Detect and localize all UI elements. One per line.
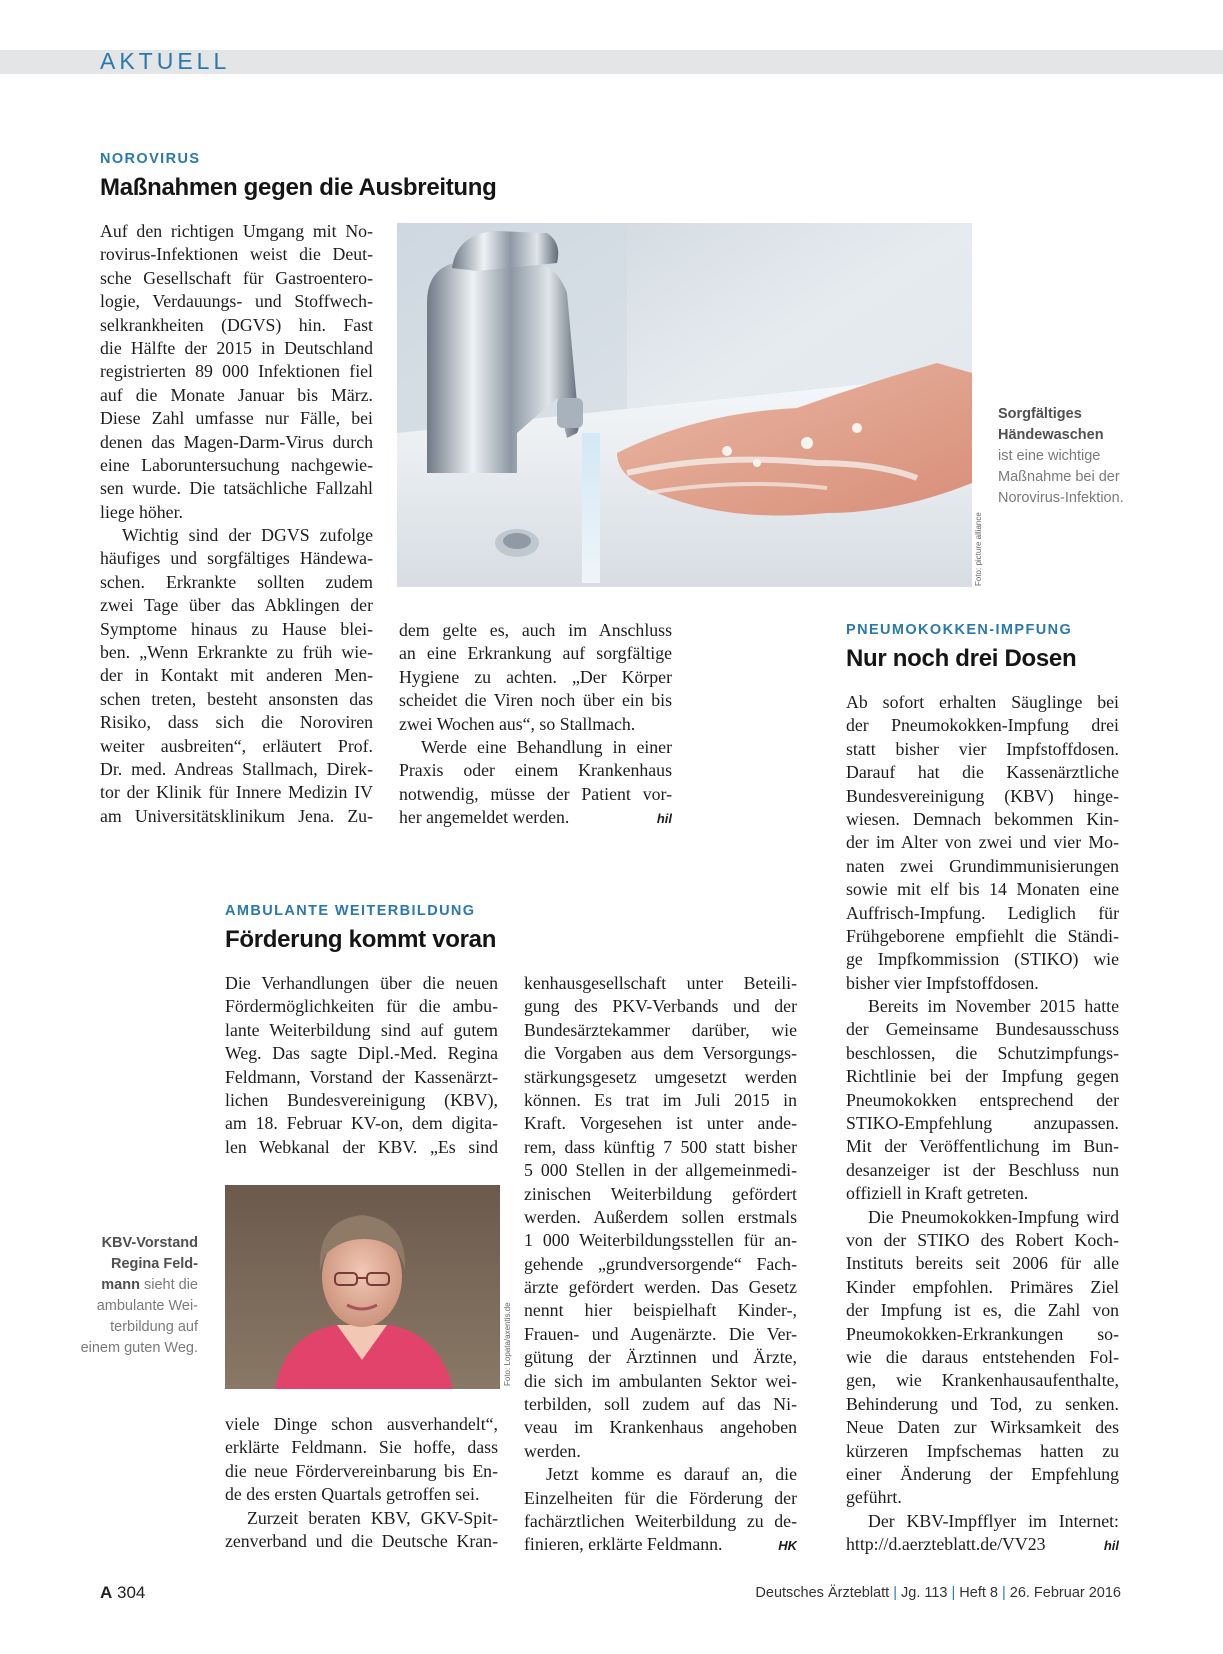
text-line: die Hälfte der 2015 in Deutschland <box>100 337 373 358</box>
text-line: Werde eine Behandlung in einer <box>421 736 672 757</box>
impfflyer-link[interactable]: http://d.aerzteblatt.de/VV23 <box>846 1534 1046 1555</box>
text-line: gehende „grundversorgende“ Fach- <box>524 1253 797 1274</box>
text-line: eine Laboruntersuchung nachgewie- <box>100 454 373 475</box>
journal-volume: Jg. 113 <box>901 1585 948 1601</box>
text-line: statt bisher vier Impfstoffdosen. <box>846 738 1119 759</box>
text-line: sche Gesellschaft für Gastroentero- <box>100 267 373 288</box>
text-line: Die Pneumokokken-Impfung wird <box>868 1206 1119 1227</box>
text-line: Behinderung und Tod, zu senken. <box>846 1393 1119 1414</box>
text-line: kürzeren Impfschemas hatten zu <box>846 1440 1119 1461</box>
pneumokokken-kicker: PNEUMOKOKKEN-IMPFUNG <box>846 622 1073 638</box>
text-line: wie die daraus entstehenden Fol- <box>846 1346 1119 1367</box>
text-line: dem gelte es, auch im Anschluss <box>399 620 672 640</box>
text-line: schen treten, besteht ansonsten das <box>100 688 373 709</box>
text-line: tor der Klinik für Innere Medizin IV <box>100 782 373 803</box>
text-line: der Gemeinsame Bundesausschuss <box>846 1019 1119 1040</box>
handwashing-photo <box>397 223 972 587</box>
text-line: gung des PKV-Verbands und der <box>524 996 797 1017</box>
text-line: scheidet die Viren noch über ein bis <box>399 690 672 711</box>
text-line: Einzelheiten für die Förderung der <box>524 1487 797 1508</box>
text-line: Feldmann, Vorstand der Kassenärzt- <box>225 1066 498 1087</box>
text-line: schen. Erkrankte sollten zudem <box>100 571 373 592</box>
text-line: Kinder empfohlen. Primäres Ziel <box>846 1276 1119 1297</box>
portrait-photo-credit: Foto: Lopata/axentis.de <box>503 1302 512 1386</box>
caption-line: ist eine wichtige <box>998 448 1101 464</box>
caption-bold: mann <box>101 1277 140 1293</box>
pneumokokken-column <box>846 691 1119 1556</box>
journal-issue: Heft 8 <box>959 1585 998 1601</box>
text-line: der im Alter von zwei und vier Mo- <box>846 832 1119 853</box>
weiterbildung-column-1-bottom <box>225 1413 498 1553</box>
weiterbildung-column-2 <box>524 972 797 1557</box>
text-line: de des ersten Quartals getroffen sei. <box>225 1484 480 1505</box>
caption-bold: Regina Feld- <box>110 1256 198 1272</box>
text-line: Frühgeborene empfiehlt die Ständi- <box>846 925 1119 946</box>
text-line: zinischen Weiterbildung gefördert <box>524 1183 797 1204</box>
text-line: sen wurde. Die tatsächliche Fallzahl <box>100 478 373 499</box>
text-line: die Vorgaben aus dem Versorgungs- <box>524 1043 797 1064</box>
text-line: Ab sofort erhalten Säuglinge bei <box>846 692 1119 712</box>
text-line: notwendig, müsse der Patient vor- <box>399 783 672 804</box>
text-line: Symptome hinaus zu Hause blei- <box>100 618 373 639</box>
journal-info <box>755 1585 1121 1601</box>
text-line: an eine Erkrankung auf sorgfältige <box>399 643 672 664</box>
text-line: werden. Außerdem sollen erstmals <box>524 1206 797 1227</box>
journal-name: Deutsches Ärzteblatt <box>755 1585 890 1601</box>
text-line: Hygiene zu achten. „Der Körper <box>399 666 672 687</box>
text-line: terbilden, soll zudem auf das Ni- <box>524 1394 797 1415</box>
text-line: wiesen. Demnach bekommen Kin- <box>846 808 1119 829</box>
norovirus-photo-credit: Foto: picture alliance <box>974 512 983 586</box>
text-line: Fördermöglichkeiten für die ambu- <box>225 996 498 1017</box>
text-line: einer Änderung der Empfehlung <box>846 1463 1119 1484</box>
text-line: Bundesvereinigung (KBV) hinge- <box>846 785 1119 806</box>
separator: | <box>951 1585 956 1601</box>
text-line: Zurzeit beraten KBV, GKV-Spit- <box>247 1507 498 1528</box>
text-line: weiter ausbreiten“, erläutert Prof. <box>100 735 373 756</box>
text-line: Pneumokokken-Erkrankungen so- <box>846 1323 1119 1344</box>
text-line-content: her angemeldet werden. <box>399 807 570 828</box>
section-label: AKTUELL <box>100 48 231 74</box>
caption-text: sieht die <box>143 1277 198 1293</box>
text-line: der Impfung ist es, die Zahl von <box>846 1300 1119 1321</box>
text-line: werden. <box>524 1440 581 1461</box>
separator: | <box>1001 1585 1006 1601</box>
text-line: Jetzt komme es darauf an, die <box>546 1464 797 1485</box>
norovirus-kicker: NOROVIRUS <box>100 151 201 167</box>
text-line: Die Verhandlungen über die neuen <box>225 973 498 993</box>
handwashing-photo-image <box>397 223 972 587</box>
text-line: erklärte Feldmann. Sie hoffe, dass <box>225 1437 498 1458</box>
text-line: Auffrisch-Impfung. Lediglich für <box>846 902 1119 923</box>
text-line: Kraft. Vorgesehen ist unter ande- <box>524 1113 797 1134</box>
text-line: am Universitätsklinikum Jena. Zu- <box>100 805 373 826</box>
text-line: Praxis oder einem Krankenhaus <box>399 760 672 781</box>
text-line: ärzte gefördert werden. Das Gesetz <box>524 1277 797 1298</box>
text-line: fachärztlichen Weiterbildung zu de- <box>524 1510 797 1531</box>
text-line: zwei Tage über das Abklingen der <box>100 595 373 616</box>
text-line: Instituts bereits seit 2006 für alle <box>846 1253 1119 1274</box>
text-line: der Pneumokokken-Impfung drei <box>846 715 1119 736</box>
caption-line: einem guten Weg. <box>80 1340 198 1356</box>
text-line: selkrankheiten (DGVS) hin. Fast <box>100 314 373 335</box>
weiterbildung-signature: HK <box>778 1538 797 1554</box>
text-line <box>846 1533 1119 1556</box>
text-line: können. Es trat im Juli 2015 in <box>524 1089 797 1110</box>
text-line: viele Dinge schon ausverhandelt“, <box>225 1414 498 1434</box>
norovirus-caption <box>998 404 1128 509</box>
text-line: Risiko, dass sich die Noroviren <box>100 712 373 733</box>
caption-line: Norovirus-Infektion. <box>998 490 1124 506</box>
text-line: offiziell in Kraft getreten. <box>846 1183 1029 1204</box>
text-line: Pneumokokken entsprechend der <box>846 1089 1119 1110</box>
text-line: Bundesärztekammer darüber, wie <box>524 1019 797 1040</box>
caption-bold: KBV-Vorstand <box>101 1235 198 1251</box>
text-line: 1 000 Weiterbildungsstellen für an- <box>524 1230 797 1251</box>
norovirus-headline: Maßnahmen gegen die Ausbreitung <box>100 174 497 201</box>
text-line: lante Weiterbildung sind auf gutem <box>225 1019 498 1040</box>
text-line: bisher vier Impfstoffdosen. <box>846 972 1039 993</box>
caption-line: Maßnahme bei der <box>998 469 1120 485</box>
text-line: lichen Bundesvereinigung (KBV), <box>225 1089 498 1110</box>
text-line: von der STIKO des Robert Koch- <box>846 1229 1119 1250</box>
text-line: geführt. <box>846 1487 902 1508</box>
caption-line: terbildung auf <box>110 1319 198 1335</box>
weiterbildung-column-1-top <box>225 972 498 1159</box>
text-line <box>524 1533 797 1556</box>
text-line <box>399 806 672 829</box>
norovirus-signature: hil <box>656 811 672 827</box>
weiterbildung-caption <box>81 1233 198 1359</box>
text-line: ben. „Wenn Erkrankte zu früh wie- <box>100 642 373 663</box>
text-line: Mit der Veröffentlichung im Bun- <box>846 1136 1119 1157</box>
text-line: Auf den richtigen Umgang mit No- <box>100 221 373 241</box>
text-line: Neue Daten zur Wirksamkeit des <box>846 1417 1119 1438</box>
text-line: veau im Krankenhaus angehoben <box>524 1417 797 1438</box>
text-line: STIKO-Empfehlung anzupassen. <box>846 1113 1119 1134</box>
text-line: beschlossen, die Schutzimpfungs- <box>846 1042 1119 1063</box>
separator: | <box>893 1585 897 1601</box>
text-line: stärkungsgesetz umgesetzt werden <box>524 1066 797 1087</box>
page-number <box>100 1583 145 1603</box>
text-line: Darauf hat die Kassenärztliche <box>846 762 1119 783</box>
text-line: der in Kontakt mit anderen Men- <box>100 665 373 686</box>
journal-date: 26. Februar 2016 <box>1009 1585 1121 1601</box>
text-line: am 18. Februar KV-on, dem digita- <box>225 1113 498 1134</box>
text-line: ge Impfkommission (STIKO) wie <box>846 949 1119 970</box>
text-line: registrierten 89 000 Infektionen fiel <box>100 361 373 382</box>
norovirus-column-2 <box>399 619 672 830</box>
text-line: gen, wie Krankenhausaufenthalte, <box>846 1370 1119 1391</box>
text-line: die sich im ambulanten Sektor wei- <box>524 1370 797 1391</box>
text-line: rovirus-Infektionen weist die Deut- <box>100 244 373 265</box>
page-number-value: 304 <box>117 1583 146 1602</box>
weiterbildung-headline: Förderung kommt voran <box>225 926 497 953</box>
text-line: naten zwei Grundimmunisierungen <box>846 855 1119 876</box>
pneumokokken-headline: Nur noch drei Dosen <box>846 645 1077 672</box>
weiterbildung-kicker: AMBULANTE WEITERBILDUNG <box>225 903 476 919</box>
text-line: desanzeiger ist der Beschluss nun <box>846 1159 1119 1180</box>
text-line: zenverband und die Deutsche Kran- <box>225 1530 498 1551</box>
text-line: Dr. med. Andreas Stallmach, Direk- <box>100 758 373 779</box>
text-line: Richtlinie bei der Impfung gegen <box>846 1066 1119 1087</box>
text-line: liege höher. <box>100 501 183 522</box>
text-line: nennt hier beispielhaft Kinder-, <box>524 1300 797 1321</box>
text-line: Weg. Das sagte Dipl.-Med. Regina <box>225 1043 498 1064</box>
caption-line: ambulante Wei- <box>96 1298 198 1314</box>
caption-bold: Sorgfältiges Händewaschen <box>998 406 1104 443</box>
page-prefix: A <box>100 1583 113 1602</box>
text-line: Frauen- und Augenärzte. Die Ver- <box>524 1323 797 1344</box>
text-line: die neue Fördervereinbarung bis En- <box>225 1460 498 1481</box>
portrait-photo-image <box>225 1185 500 1389</box>
text-line: Bereits im November 2015 hatte <box>868 996 1119 1017</box>
text-line: kenhausgesellschaft unter Beteili- <box>524 973 797 993</box>
text-line: häufiges und sorgfältiges Händewa- <box>100 548 373 569</box>
pneumokokken-signature: hil <box>1103 1538 1119 1554</box>
text-line: rem, dass künftig 7 500 statt bisher <box>524 1136 797 1157</box>
text-line: gütung der Ärztinnen und Ärzte, <box>524 1347 797 1368</box>
text-line: Wichtig sind der DGVS zufolge <box>122 525 373 546</box>
text-line: Diese Zahl umfasse nur Fälle, bei <box>100 408 373 429</box>
text-line: len Webkanal der KBV. „Es sind <box>225 1136 498 1157</box>
norovirus-column-1 <box>100 220 373 828</box>
text-line: denen das Magen-Darm-Virus durch <box>100 431 373 452</box>
text-line: 5 000 Stellen in der allgemeinmedi- <box>524 1160 797 1181</box>
text-line: sowie mit elf bis 14 Monaten eine <box>846 879 1119 900</box>
text-line: auf die Monate Januar bis März. <box>100 384 373 405</box>
text-line-content: finieren, erklärte Feldmann. <box>524 1534 723 1555</box>
text-line: zwei Wochen aus“, so Stallmach. <box>399 713 636 734</box>
portrait-photo <box>225 1185 500 1389</box>
text-line: logie, Verdauungs- und Stoffwech- <box>100 291 373 312</box>
text-line: Der KBV-Impfflyer im Internet: <box>868 1510 1119 1531</box>
